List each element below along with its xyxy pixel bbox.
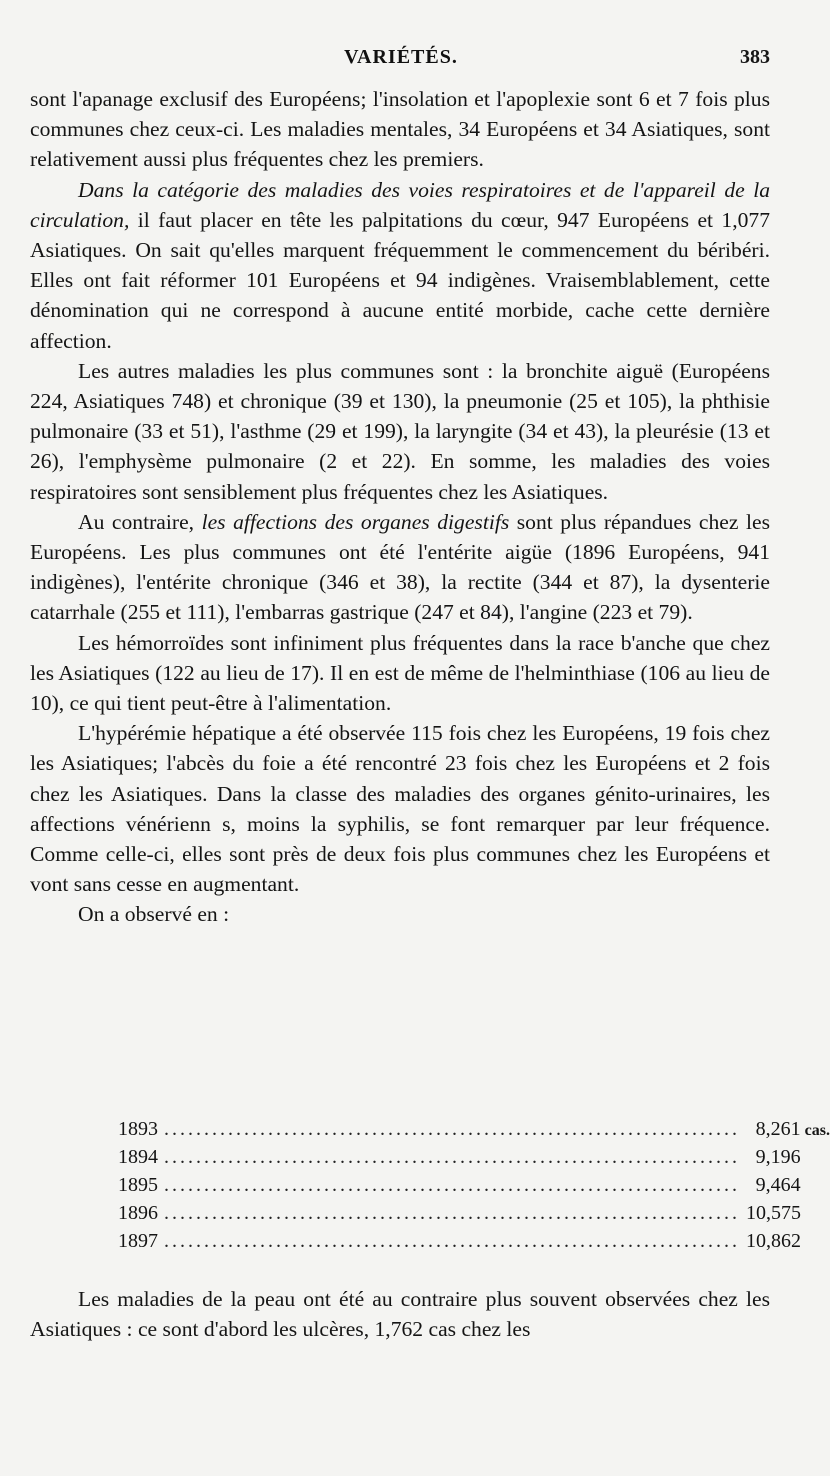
stat-value [746, 1230, 830, 1253]
paragraph-6 [30, 718, 770, 899]
stat-number: 9,464 [755, 1174, 801, 1196]
table-row [118, 1146, 801, 1174]
running-title: VARIÉTÉS. [344, 46, 458, 68]
cases-by-year-table [118, 1118, 830, 1258]
stat-number: 10,862 [746, 1230, 801, 1252]
table-row [118, 1118, 830, 1146]
stat-unit: cas. [804, 1122, 830, 1139]
paragraph-6-text: L'hypérémie hépatique a été observée 115 fois chez les Européens, 19 fois chez les Asiatiques; l'abcès du foie a été rencontré 23 fois chez les Européens et 2 fois chez les Asiatiques. Dans la classe des maladies des organes génito-urinaires, les affections vénérienn s, moins la syphilis, se font remarquer par leur fréquence. Comme celle-ci, elles sont près de deux fois plus communes chez les Européens et vont sans cesse en augmentant. [30, 721, 770, 897]
stat-year: 1894 [118, 1146, 158, 1168]
dot-leader: ........................................................................ [164, 1174, 740, 1196]
table-row [118, 1174, 801, 1202]
table-row [118, 1230, 801, 1258]
stat-number: 8,261 [755, 1118, 801, 1140]
body-text [30, 84, 770, 930]
paragraph-1-text: sont l'apanage exclusif des Européens; l'insolation et l'apoplexie sont 6 et 7 fois plus communes chez ceux-ci. Les maladies mentales, 34 Européens et 34 Asiatiques, sont relativement aussi plus fréquentes chez les premiers. [30, 87, 770, 172]
paragraph-5-text: Les hémorroïdes sont infiniment plus fréquentes dans la race b'anche que chez les Asiatiques (122 au lieu de 17). Il en est de même de l'helminthiase (106 au lieu de 10), ce qui tient peut-être à l'alimentation. [30, 630, 770, 716]
final-text [30, 1284, 770, 1344]
paragraph-8-text: Les maladies de la peau ont été au contraire plus souvent observées chez les Asiatiques : ce sont d'abord les ulcères, 1,762 cas chez les [30, 1287, 770, 1342]
stat-year: 1896 [118, 1202, 158, 1224]
paragraph-2-italic-lead: Dans la catégorie des maladies des voies respiratoires et de l'appareil de la circulation, [30, 177, 770, 232]
paragraph-4-italic-mid: les affections des organes digestifs [201, 509, 510, 534]
dot-leader: ........................................................................ [164, 1202, 740, 1224]
paragraph-8 [30, 1284, 770, 1344]
dot-leader: ........................................................................ [164, 1146, 740, 1168]
paragraph-5 [30, 628, 770, 719]
stat-value [746, 1146, 830, 1169]
page-header [32, 46, 770, 76]
stat-number: 9,196 [755, 1146, 801, 1168]
stat-number: 10,575 [746, 1202, 801, 1224]
stat-value [746, 1118, 830, 1141]
table-row [118, 1202, 801, 1230]
paragraph-1 [30, 84, 770, 175]
paragraph-7-text: On a observé en : [78, 902, 230, 927]
stat-year: 1897 [118, 1230, 158, 1252]
paragraph-7 [30, 899, 770, 929]
dot-leader: ........................................................................ [164, 1118, 740, 1140]
stat-value [746, 1202, 830, 1225]
paragraph-3 [30, 356, 770, 507]
paragraph-2 [30, 175, 770, 356]
paragraph-4-text-before: Au contraire, [78, 509, 202, 534]
paragraph-3-text: Les autres maladies les plus communes sont : la bronchite aiguë (Européens 224, Asiatiques 748) et chronique (39 et 130), la pneumonie (25 et 105), la phthisie pulmonaire (33 et 51), l'asthme (29 et 199), la laryngite (34 et 43), la pleurésie (13 et 26), l'emphysème pulmonaire (2 et 22). En somme, les maladies des voies respiratoires sont sensiblement plus fréquentes chez les Asiatiques. [30, 358, 770, 504]
stat-year: 1895 [118, 1174, 158, 1196]
dot-leader: ........................................................................ [164, 1230, 740, 1252]
paragraph-4-text: sont plus répandues chez les Européens. Les plus communes ont été l'entérite aigüe (1896 Européens, 941 indigènes), l'entérite chronique (346 et 38), la rectite (344 et 87), la dysenterie catarrhale (255 et 111), l'embarras gastrique (247 et 84), l'angine (223 et 79). [30, 509, 770, 625]
stat-value [746, 1174, 830, 1197]
paragraph-2-text: il faut placer en tête les palpitations du cœur, 947 Européens et 1,077 Asiatiques. On sait qu'elles marquent fréquemment le commencement du béribéri. Elles ont fait réformer 101 Européens et 94 indigènes. Vraisemblablement, cette dénomination qui ne correspond à aucune entité morbide, cache cette dernière affection. [30, 207, 770, 353]
paragraph-4 [30, 507, 770, 628]
page-number: 383 [740, 46, 770, 68]
stat-year: 1893 [118, 1118, 158, 1140]
